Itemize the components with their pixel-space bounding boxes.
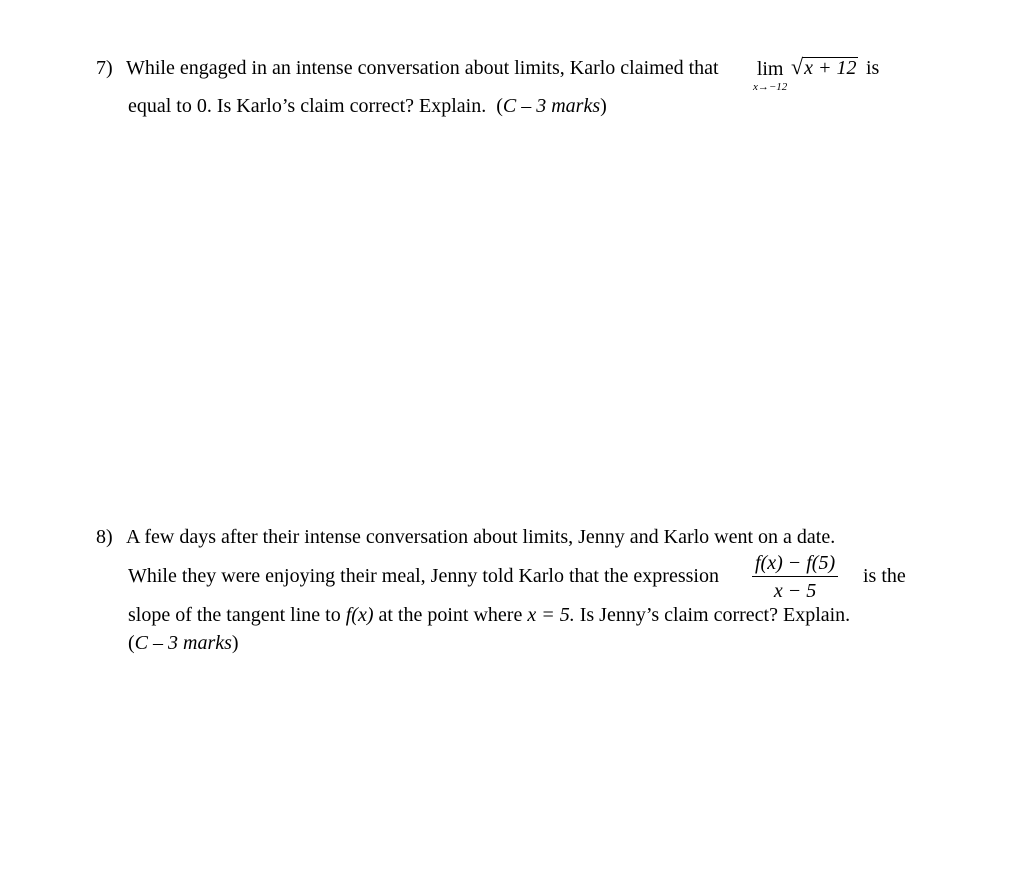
limit-subscript: x→−12 <box>753 81 788 93</box>
question-8-number: 8) <box>96 526 113 548</box>
radical-sign-icon: √ <box>791 54 804 79</box>
question-7-marks: (C – 3 marks) <box>496 95 607 117</box>
question-8-line-2-tail: is the <box>863 565 906 587</box>
limit-word: lim <box>756 58 784 80</box>
question-8-marks: (C – 3 marks) <box>128 632 239 654</box>
question-7-line-2-text: equal to 0. Is Karlo’s claim correct? Explain. <box>128 95 487 117</box>
radicand: x + 12 <box>804 57 857 79</box>
line-3-middle: at the point where <box>378 604 523 626</box>
function-notation: f(x) <box>345 604 374 626</box>
question-8-line-3 <box>128 605 850 625</box>
question-8-line-2: While they were enjoying their meal, Jenny told Karlo that the expression <box>128 565 719 587</box>
fraction-denominator: x − 5 <box>773 580 817 602</box>
question-7-line-1: While engaged in an intense conversation about limits, Karlo claimed that <box>126 57 719 79</box>
question-7-limit <box>753 58 787 93</box>
line-3-prefix: slope of the tangent line to <box>128 604 341 626</box>
fraction-numerator: f(x) − f(5) <box>752 552 838 577</box>
question-7-line-2 <box>128 96 607 116</box>
line-3-suffix: Is Jenny’s claim correct? Explain. <box>579 604 851 626</box>
question-7-number: 7) <box>96 57 113 79</box>
point-equation: x = 5. <box>527 604 575 626</box>
question-8-line-1: A few days after their intense conversation about limits, Jenny and Karlo went on a date. <box>126 526 836 548</box>
question-7-square-root <box>791 54 858 80</box>
question-8-fraction <box>752 552 838 603</box>
question-7-line-1-tail: is <box>866 57 880 79</box>
